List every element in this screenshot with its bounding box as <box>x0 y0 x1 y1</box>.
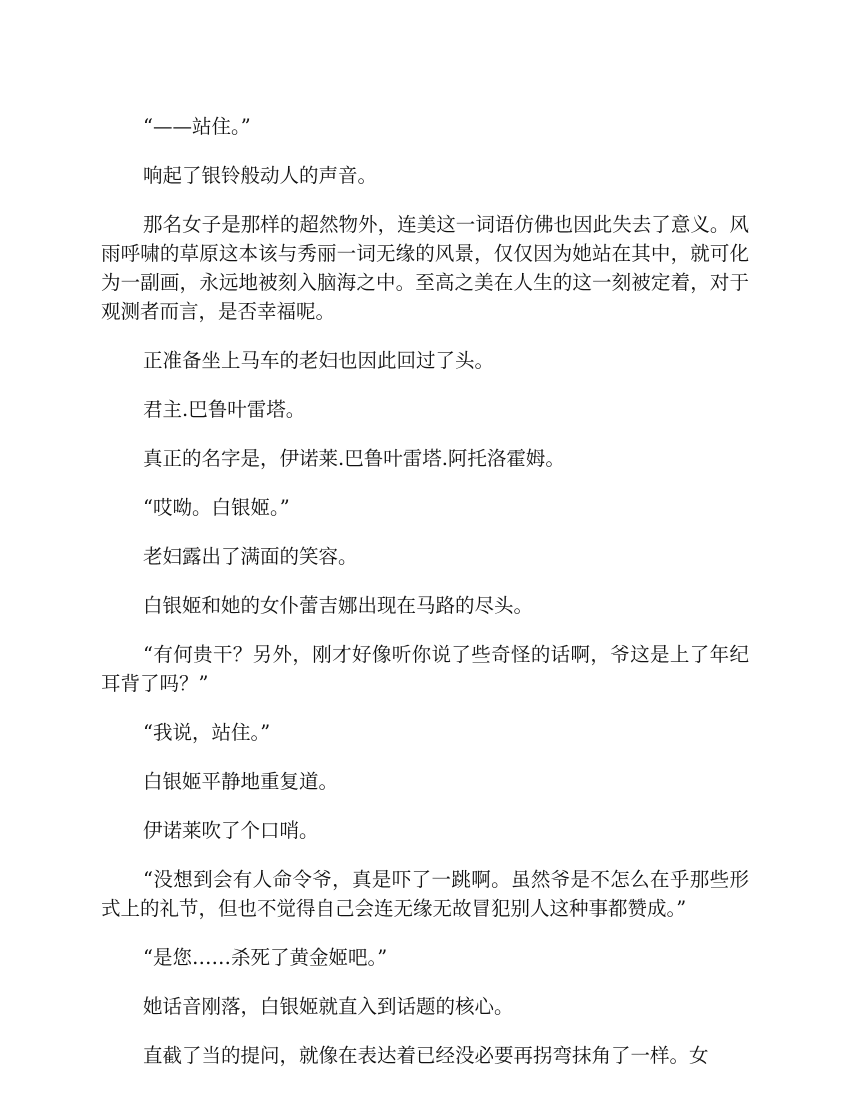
paragraph: 响起了银铃般动人的声音。 <box>143 164 378 187</box>
paragraph: 正准备坐上马车的老妇也因此回过了头。 <box>143 349 495 372</box>
paragraph: 真正的名字是，伊诺莱.巴鲁叶雷塔.阿托洛霍姆。 <box>143 447 565 470</box>
paragraph: “是您……杀死了黄金姬吧。” <box>143 946 388 969</box>
paragraph: 老妇露出了满面的笑容。 <box>143 545 358 568</box>
paragraph: 白银姬平静地重复道。 <box>143 770 339 793</box>
paragraph: “有何贵干？另外，刚才好像听你说了些奇怪的话啊，爷这是上了年纪耳背了吗？” <box>101 643 749 695</box>
paragraph: 伊诺莱吹了个口哨。 <box>143 819 319 842</box>
paragraph: 白银姬和她的女仆蕾吉娜出现在马路的尽头。 <box>143 594 534 617</box>
paragraph: “哎呦。白银姬。” <box>143 496 290 519</box>
paragraph: 直截了当的提问，就像在表达着已经没必要再拐弯抹角了一样。女 <box>143 1044 709 1067</box>
paragraph: 君主.巴鲁叶雷塔。 <box>143 398 306 421</box>
paragraph: “——站住。” <box>143 115 251 138</box>
paragraph: 她话音刚落，白银姬就直入到话题的核心。 <box>143 995 514 1018</box>
paragraph: 那名女子是那样的超然物外，连美这一词语仿佛也因此失去了意义。风雨呼啸的草原这本该与秀丽一词无缘的风景，仅仅因为她站在其中，就可化为一副画，永远地被刻入脑海之中。至高之美在人生的这一刻被定着，对于观测者而言，是否幸福呢。 <box>101 213 749 323</box>
text-body <box>101 112 749 1090</box>
paragraph: “我说，站住。” <box>143 721 271 744</box>
paragraph: “没想到会有人命令爷，真是吓了一跳啊。虽然爷是不怎么在乎那些形式上的礼节，但也不觉得自己会连无缘无故冒犯别人这种事都赞成。” <box>101 868 749 920</box>
